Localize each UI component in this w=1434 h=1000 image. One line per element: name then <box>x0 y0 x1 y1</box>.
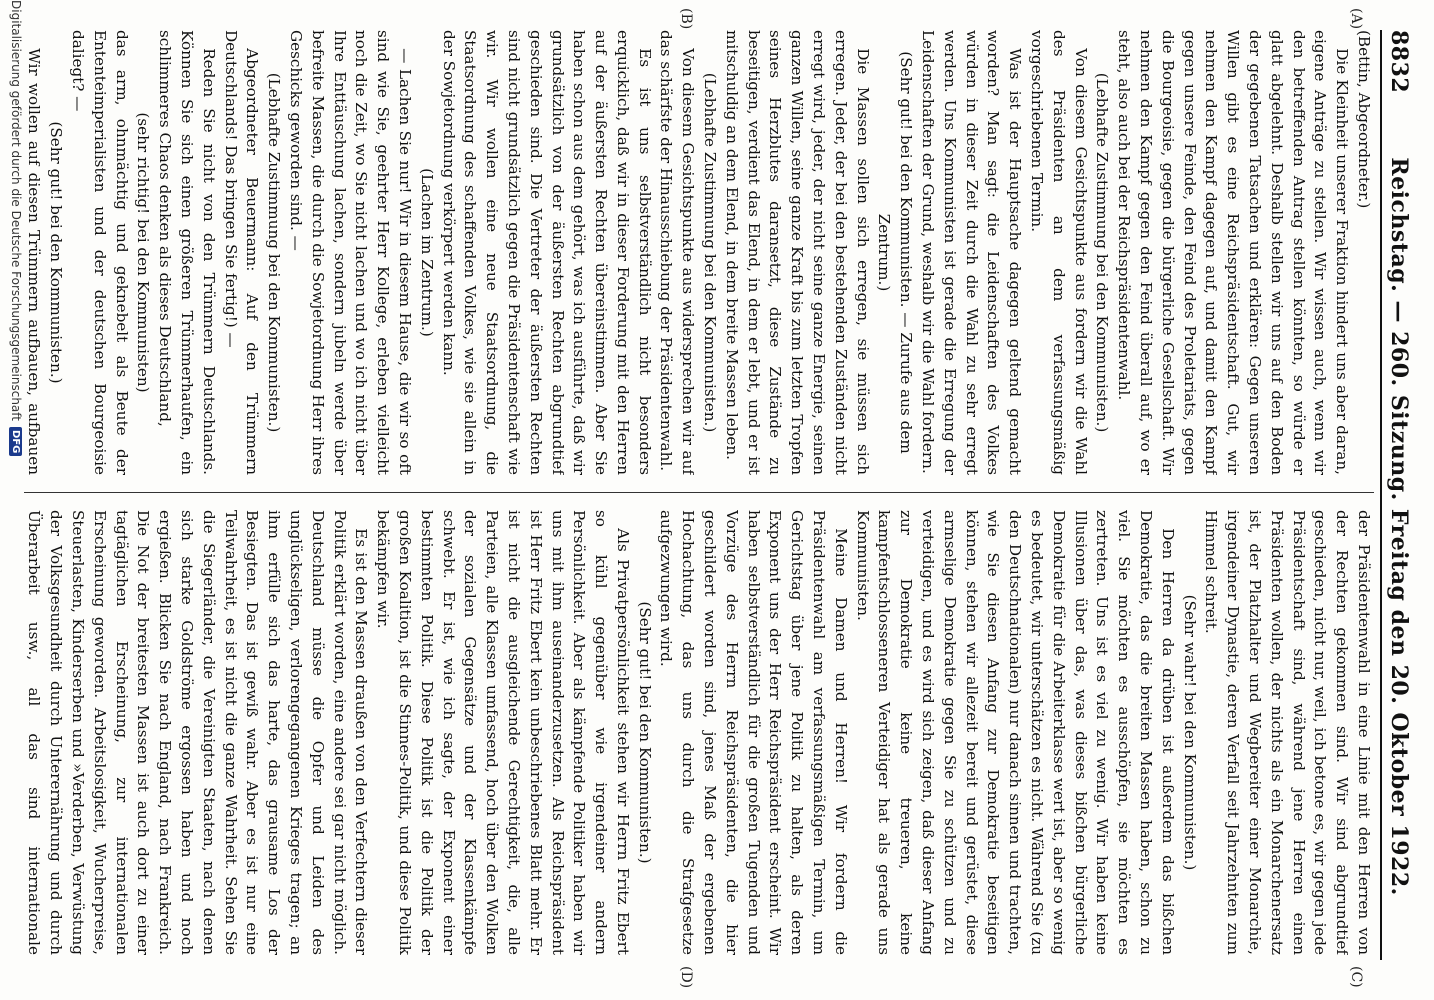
margin-marker-b: (B) <box>678 8 694 30</box>
stage-direction: (Sehr wahr! bei den Kommunisten.) <box>1180 594 1199 871</box>
paragraph: Es ist den Massen draußen von den Verfechtern dieser Politik erklärt worden, eine andere sei gar nicht möglich. Deutschland müsse die Opfer und Leiden des unglückseligen, verlorengegangenen Krieges tragen; an ihm erfülle sich das harte, das grausame Los der Besiegten. Das ist gewiß wahr. Aber es ist nur eine Teilwahrheit, es ist nicht die ganze Wahrheit. Sehen Sie die Siegerländer, die Vereinigten Staaten, nach denen sich starke Goldströme ergossen haben und noch ergießen. Blicken Sie nach England, nach Frankreich. Die Not der breitesten Massen ist auch dort zu einer tagtäglichen Erscheinung, zur internationalen Erscheinung geworden. Arbeitslosigkeit, Wucherpreise, Steuerlasten, Kinderserben und »Verderben, Verwüstung der Volksgesundheit durch Unterernährung und durch Überarbeit usw., all das sind internationale <box>25 510 371 955</box>
digitization-note: Digitalisierung gefördert durch die Deutsche Forschungsgemeinschaft <box>9 0 23 422</box>
running-header <box>1380 30 1422 960</box>
paragraph: Von diesem Gesichtspunkte aus fordern wir die Wahl des Präsidenten an dem verfassungsmäßig vorgeschriebenen Termin. <box>1028 30 1090 475</box>
paragraph: Als Privatpersönlichkeit stehen wir Herrn Fritz Ebert so kühl gegenüber wie irgendeiner andern Persönlichkeit. Aber als kämpfende Politiker haben wir uns mit ihm auseinanderzusetzen. Als Reichspräsident ist Herr Fritz Ebert kein unbeschriebenes Blatt mehr. Er ist nicht die ausgleichende Gerechtigkeit, die, alle Parteien, alle Klassen umfassend, hoch über den Wolken der sozialen Gegensätze und der Klassenkämpfe schwebt. Er ist, wie ich sagte, der Exponent einer bestimmten Politik. Diese Politik ist die Politik der großen Koalition, ist die Stinnes-Politik, und diese Politik bekämpfen wir. <box>374 510 632 955</box>
dfg-logo-icon: DFG <box>10 427 23 456</box>
stage-direction: (Lebhafte Zustimmung bei den Kommunisten.) <box>701 72 720 433</box>
stage-direction: (sehr richtig! bei den Kommunisten) <box>134 112 153 393</box>
stage-direction: (Lebhafte Zustimmung bei den Kommunisten.) <box>1093 72 1112 433</box>
margin-marker-a: (A) <box>1348 8 1364 30</box>
paragraph: Es ist uns selbstverständlich nicht besonders erquicklich, daß wir in dieser Forderung mit den Herren auf der äußersten Rechten übereinstimmen. Aber Sie haben schon aus dem gehört, was ich ausführte, daß wir grundsätzlich von der äußersten Rechten abgrundtief geschieden sind. Die Vertreter der äußersten Rechten sind nicht grundsätzlich gegen die Präsidentenschaft wie wir. Wir wollen eine neue Staatsordnung, die Staatsordnung des schaffenden Volkes, wie sie allein in der Sowjetordnung verkörpert werden kann. <box>439 30 654 475</box>
paragraph: Wir wollen auf diesen Trümmern aufbauen, aufbauen <box>25 48 44 475</box>
paragraph: das arm, ohnmächtig und geknebelt als Beute der Ententeimperialisten und der deutschen Bourgeoisie daliegt? — <box>68 30 131 475</box>
paragraph: Was ist der Hauptsache dagegen geltend gemacht worden? Man sagt: die Leidenschaften des Volkes würden in dieser Zeit durch die Wahl zu sehr erregt werden. Uns Kommunisten ist gerade die Erregung der Leidenschaften der Grund, weshalb wir die Wahl fordern. <box>919 30 1025 475</box>
paragraph: Die Massen sollen sich erregen, sie müssen sich erregen. Jeder, der bei den bestehenden Zuständen nicht erregt wird, jeder, der nicht seine ganze Energie, seinen ganzen Willen, seine ganze Kraft bis zum letzten Tropfen seines Herzblutes daransetzt, diese Zustände zu beseitigen, verdient das Elend, in dem er lebt, und er ist mitschuldig an dem Elend, in dem breite Massen leben. <box>722 30 872 475</box>
column-divider <box>24 492 1374 493</box>
page-number: 8832 <box>1386 30 1412 94</box>
margin-marker-c: (C) <box>1348 966 1364 988</box>
stage-direction: (Sehr gut! bei den Kommunisten.) <box>635 601 654 864</box>
paragraph: Reden Sie nicht von den Trümmern Deutschlands. Können Sie sich einen größeren Trümmerhaufen, ein schlimmeres Chaos denken als dieses Deutschland, <box>156 30 218 475</box>
left-column <box>24 30 1374 475</box>
stage-direction: (Sehr gut! bei den Kommunisten. — Zurufe aus dem Zentrum.) <box>875 51 916 454</box>
stage-direction: (Lebhafte Zustimmung bei den Kommunisten.) <box>265 72 284 433</box>
paragraph: Meine Damen und Herren! Wir fordern die Präsidentenwahl am verfassungsmäßigen Termin, um Gerichtstag über jene Politik zu halten, als deren Exponent uns der Herr Reichspräsident erscheint. Wir haben selbstverständlich für die großen Tugenden und Vorzüge des Herrn Reichspräsidenten, die hier geschildert worden sind, jenes Maß der ergebenen Hochachtung, das uns durch die Strafgesetze aufgezwungen wird. <box>657 510 850 955</box>
stage-direction: (Lachen im Zentrum.) <box>417 168 436 337</box>
paragraph: Von diesem Gesichtspunkte aus widersprechen wir auf das schärfste der Hinausschiebung der Präsidentenwahl. <box>657 30 698 475</box>
paragraph: — Lachen Sie nur! Wir in diesem Hause, die wir so oft sind wie Sie, geehrter Herr Kollege, erleben vielleicht noch die Zeit, wo Sie nicht lachen und wo ich nicht über Ihre Enttäuschung lachen, sondern jubeln werde über befreite Massen, die durch die Sowjetordnung Herr ihres Geschicks geworden sind. — <box>286 30 414 475</box>
header-title: Reichstag. — 260. Sitzung. Freitag den 20. Oktober 1922. <box>1386 157 1412 896</box>
margin-marker-d: (D) <box>678 966 694 989</box>
paragraph: (Bettin, Abgeordneter.) <box>1355 30 1373 209</box>
paragraph: Den Herren da drüben ist außerdem das bißchen Demokratie, das die breiten Massen haben, schon zu viel. Sie möchten es ausschöpfen, sie möchten es zertreten. Uns ist es viel zu wenig. Wir haben keine Illusionen über das, was dieses bißchen bürgerliche Demokratie für die Arbeiterklasse wert ist, aber so wenig es bedeutet, wir unterschätzen es nicht. Während Sie (zu den Deutschnationalen) nur danach sinnen und trachten, wie Sie diesen Anfang zur Demokratie beseitigen können, stehen wir allezeit bereit und gerüstet, diese armselige Demokratie gegen Sie zu schützen und zu verteidigen, und es wird sich zeigen, daß dieser Anfang zur Demokratie keine treueren, keine kampfentschlosseneren Verteidiger hat als gerade uns Kommunisten. <box>853 510 1177 955</box>
paragraph: Abgeordneter Beuermann: Auf den Trümmern Deutschlands! Das bringen Sie fertig!) — <box>221 30 262 475</box>
stage-direction: (Sehr gut! bei den Kommunisten.) <box>47 121 66 384</box>
digitization-footer <box>6 0 26 1000</box>
paragraph: der Präsidentenwahl in eine Linie mit den Herren von der Rechten gekommen sind. Wir sind abgrundtief geschieden, nicht nur, weil, ich betone es, wir gegen jede Präsidentschaft sind, während jene Herren einen Präsidenten wollen, der nichts als ein Monarchenersatz ist, der Platzhalter und Wegbereiter einer Monarchie, irgendeiner Dynastie, deren Verfall seit Jahrzehnten zum Himmel schreit. <box>1202 510 1373 955</box>
paragraph: Die Kleinheit unserer Fraktion hindert uns aber daran, eigene Anträge zu stellen. Wir wissen auch, wenn wir den betreffenden Antrag stellen könnten, so würde er glatt abgelehnt. Deshalb stellen wir uns auf den Boden der gegebenen Tatsachen und erklären: Gegen unseren Willen gibt es eine Reichspräsidentschaft. Gut, wir nehmen den Kampf dagegen auf, und damit den Kampf gegen unsere Feinde, den Feind des Proletariats, gegen die Bourgeoisie, gegen die bürgerliche Gesellschaft. Wir nehmen den Kampf gegen den Feind überall auf, wo er steht, also auch bei der Reichspräsidentenwahl. <box>1115 30 1352 475</box>
right-column <box>24 510 1374 955</box>
